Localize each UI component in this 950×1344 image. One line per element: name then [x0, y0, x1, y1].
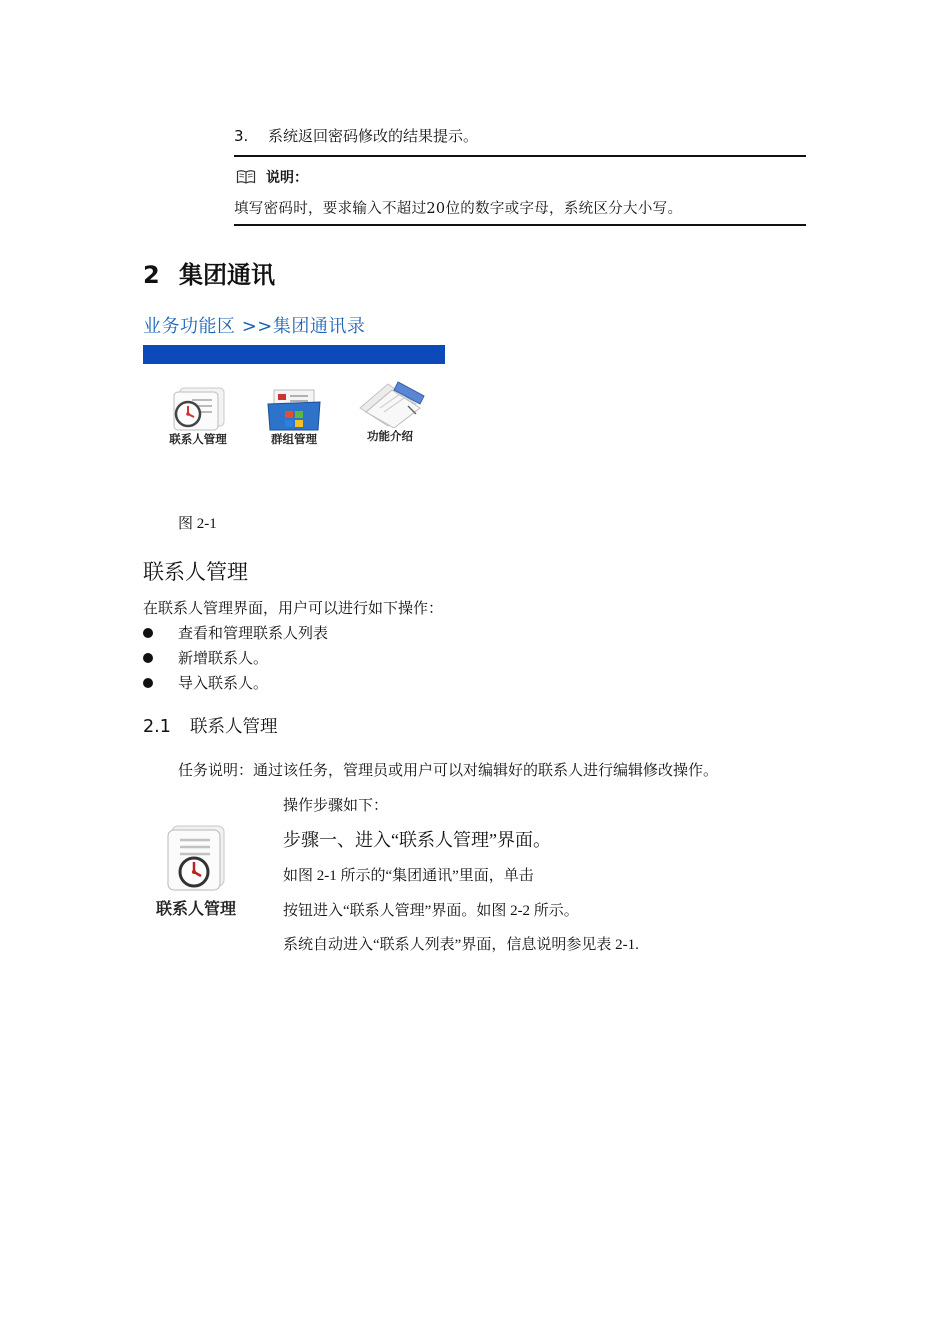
step-number: 3. [234, 127, 249, 145]
subsection-heading [143, 713, 278, 738]
section-heading [143, 255, 275, 290]
contact-clock-icon [162, 822, 232, 894]
section-number: 2 [143, 261, 160, 289]
tile-contact-management[interactable] [152, 378, 244, 450]
section-title: 集团通讯 [179, 261, 275, 289]
note-top-rule [234, 155, 806, 157]
step-text: 系统返回密码修改的结果提示。 [268, 127, 479, 145]
subsection-title: 联系人管理 [190, 717, 278, 737]
steps-intro: 操作步骤如下： [283, 798, 389, 814]
big-icon-label: 联系人管理 [155, 899, 236, 918]
contact-clock-icon [166, 382, 230, 434]
contact-heading: 联系人管理 [143, 560, 248, 584]
book-icon [236, 169, 256, 185]
step-3 [234, 125, 478, 146]
figure-caption: 图 2-1 [178, 516, 217, 532]
note-title: 说明： [266, 170, 308, 186]
note-bottom-rule [234, 224, 806, 226]
documents-pen-icon [350, 378, 430, 428]
tile-label: 联系人管理 [169, 432, 227, 446]
tile-feature-intro[interactable] [344, 378, 436, 450]
list-item-text: 查看和管理联系人列表 [178, 626, 329, 642]
step-line-2: 按钮进入“联系人管理”界面。如图 2-2 所示。 [283, 903, 579, 919]
contact-management-button-image [154, 822, 238, 922]
app-breadcrumb: 业务功能区 >>集团通讯录 [143, 316, 366, 337]
task-description: 任务说明：通过该任务，管理员或用户可以对编辑好的联系人进行编辑修改操作。 [178, 763, 719, 779]
group-folder-icon [262, 382, 326, 434]
step-line-1: 如图 2-1 所示的“集团通讯”里面，单击 [283, 868, 534, 884]
list-item [143, 647, 268, 668]
step-line-3: 系统自动进入“联系人列表”界面，信息说明参见表 2-1. [283, 937, 639, 953]
list-item [143, 622, 328, 643]
tile-label: 功能介绍 [367, 429, 413, 443]
intro-text: 在联系人管理界面，用户可以进行如下操作： [143, 601, 444, 617]
note-header [236, 167, 308, 187]
step-one: 步骤一、进入“联系人管理”界面。 [283, 830, 551, 850]
bullet-dot [143, 678, 153, 688]
tile-group-management[interactable] [248, 378, 340, 450]
list-item [143, 672, 268, 693]
subsection-number: 2.1 [143, 717, 171, 737]
list-item-text: 导入联系人。 [178, 676, 269, 692]
app-title-bar [143, 345, 445, 364]
bullet-dot [143, 628, 153, 638]
bullet-dot [143, 653, 153, 663]
note-body: 填写密码时，要求输入不超过20位的数字或字母，系统区分大小写。 [234, 201, 683, 217]
tile-label: 群组管理 [271, 432, 317, 446]
list-item-text: 新增联系人。 [178, 651, 269, 667]
